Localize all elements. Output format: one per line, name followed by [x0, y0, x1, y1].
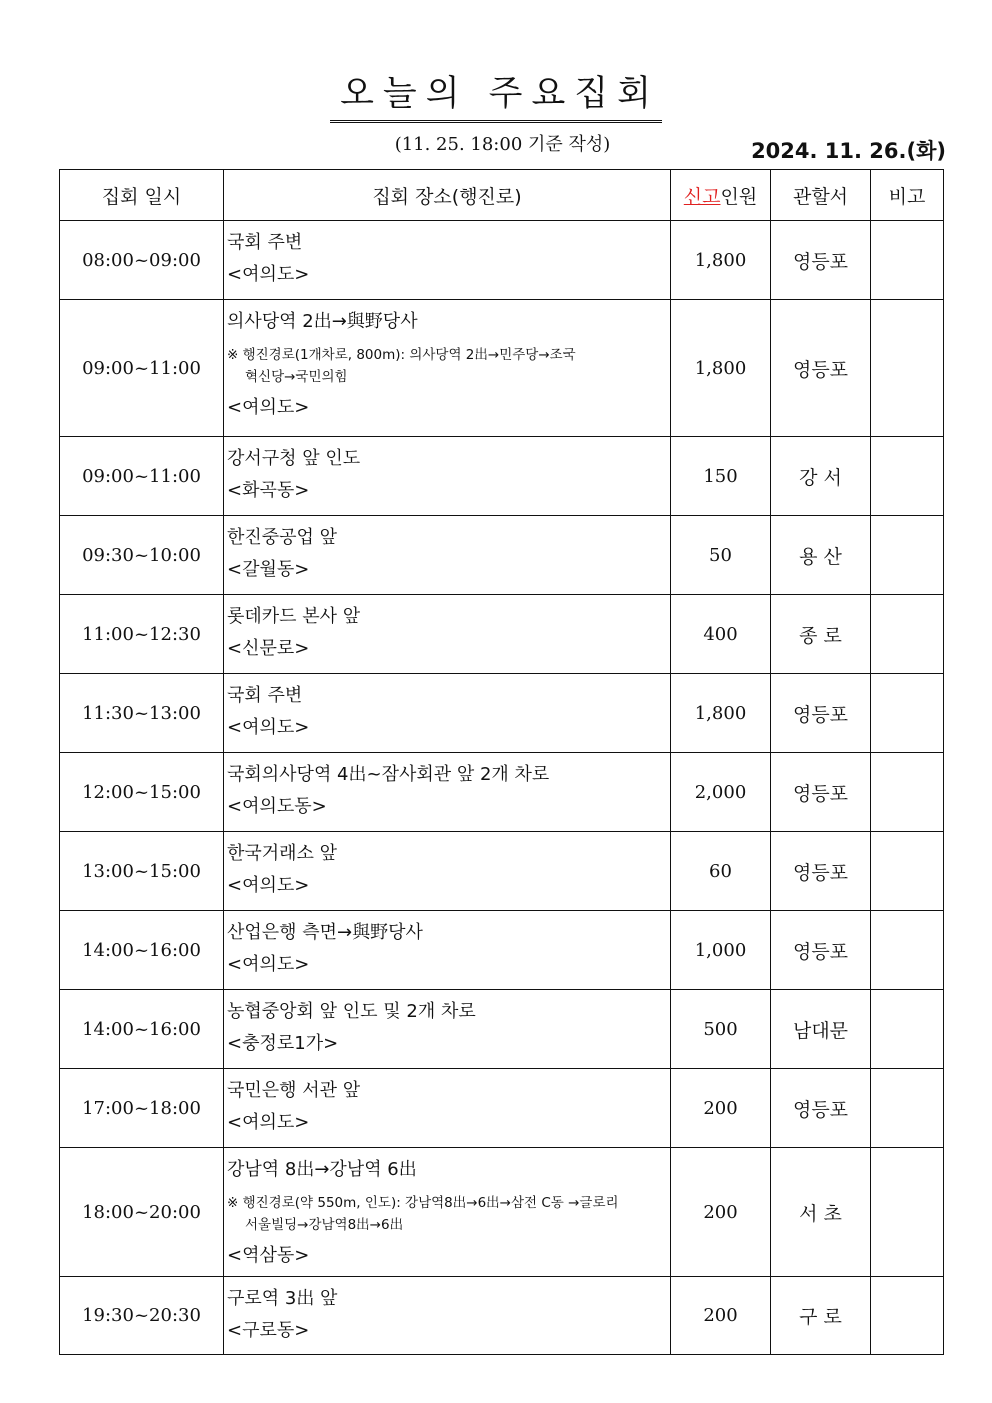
- document-date: 2024. 11. 26.(화): [751, 139, 946, 163]
- place-area: <구로동>: [227, 1320, 310, 1341]
- cell-district: 서 초: [771, 1148, 871, 1277]
- place-area: <충정로1가>: [227, 1033, 339, 1054]
- place-area: <여의도>: [227, 875, 310, 896]
- route-note: [227, 338, 668, 392]
- cell-place: [224, 595, 671, 674]
- cell-time: 08:00~09:00: [60, 221, 224, 300]
- place-name: 강남역 8出→강남역 6出: [227, 1159, 417, 1180]
- cell-remarks: [871, 674, 944, 753]
- table-row: [60, 1277, 944, 1355]
- rally-table: [59, 169, 944, 1355]
- place-name: 한진중공업 앞: [227, 527, 338, 548]
- place-area: <여의도>: [227, 717, 310, 738]
- table-row: [60, 437, 944, 516]
- place-area: <여의도>: [227, 954, 310, 975]
- cell-district: 남대문: [771, 990, 871, 1069]
- cell-count: 50: [671, 516, 771, 595]
- place-name: 국회 주변: [227, 232, 303, 253]
- route-note-line-1: ※ 행진경로(약 550m, 인도): 강남역8出→6出→삼전 C동 →글로리: [227, 1195, 619, 1211]
- route-note-line-2: 혁신당→국민의힘: [245, 369, 348, 385]
- cell-district: 영등포: [771, 221, 871, 300]
- cell-count: 2,000: [671, 753, 771, 832]
- cell-district: 영등포: [771, 911, 871, 990]
- place-area: <화곡동>: [227, 480, 310, 501]
- place-area: <여의도>: [227, 264, 310, 285]
- place-area: <갈월동>: [227, 559, 310, 580]
- cell-time: 19:30~20:30: [60, 1277, 224, 1355]
- place-area: <여의도>: [227, 397, 310, 418]
- cell-time: 09:00~11:00: [60, 437, 224, 516]
- table-header-row: [60, 170, 944, 221]
- route-note: [227, 1186, 668, 1240]
- cell-count: 200: [671, 1069, 771, 1148]
- table-row: [60, 990, 944, 1069]
- cell-remarks: [871, 516, 944, 595]
- place-name: 농협중앙회 앞 인도 및 2개 차로: [227, 1001, 476, 1022]
- place-area: <역삼동>: [227, 1245, 310, 1266]
- cell-place: [224, 221, 671, 300]
- header-time: 집회 일시: [60, 170, 224, 221]
- cell-place: [224, 1277, 671, 1355]
- header-count-rest: 인원: [720, 185, 758, 208]
- table-row: [60, 300, 944, 437]
- cell-time: 13:00~15:00: [60, 832, 224, 911]
- cell-place: [224, 990, 671, 1069]
- table-row: [60, 832, 944, 911]
- table-row: [60, 516, 944, 595]
- header-place: 집회 장소(행진로): [224, 170, 671, 221]
- cell-remarks: [871, 1148, 944, 1277]
- cell-remarks: [871, 595, 944, 674]
- cell-count: 400: [671, 595, 771, 674]
- place-area: <여의도동>: [227, 796, 327, 817]
- cell-time: 14:00~16:00: [60, 990, 224, 1069]
- cell-place: [224, 753, 671, 832]
- cell-time: 12:00~15:00: [60, 753, 224, 832]
- place-name: 의사당역 2出→與野당사: [227, 311, 418, 332]
- cell-place: [224, 1148, 671, 1277]
- cell-place: [224, 300, 671, 437]
- cell-district: 영등포: [771, 832, 871, 911]
- route-note-line-1: ※ 행진경로(1개차로, 800m): 의사당역 2出→민주당→조국: [227, 347, 576, 363]
- place-name: 한국거래소 앞: [227, 843, 338, 864]
- route-note-line-2: 서울빌딩→강남역8出→6出: [245, 1217, 404, 1233]
- table-row: [60, 1148, 944, 1277]
- place-name: 국민은행 서관 앞: [227, 1080, 361, 1101]
- document-subtitle: (11. 25. 18:00 기준 작성): [394, 134, 611, 155]
- cell-count: 150: [671, 437, 771, 516]
- cell-time: 18:00~20:00: [60, 1148, 224, 1277]
- cell-district: 종 로: [771, 595, 871, 674]
- cell-count: 200: [671, 1277, 771, 1355]
- cell-district: 영등포: [771, 753, 871, 832]
- cell-remarks: [871, 437, 944, 516]
- place-name: 국회 주변: [227, 685, 303, 706]
- header-count-red: 신고: [683, 185, 721, 208]
- cell-place: [224, 832, 671, 911]
- cell-district: 용 산: [771, 516, 871, 595]
- place-name: 국회의사당역 4出~잠사회관 앞 2개 차로: [227, 764, 550, 785]
- cell-count: 1,800: [671, 300, 771, 437]
- place-area: <신문로>: [227, 638, 310, 659]
- table-row: [60, 753, 944, 832]
- cell-time: 09:00~11:00: [60, 300, 224, 437]
- table-row: [60, 1069, 944, 1148]
- cell-count: 1,800: [671, 674, 771, 753]
- place-area: <여의도>: [227, 1112, 310, 1133]
- cell-remarks: [871, 1277, 944, 1355]
- cell-place: [224, 911, 671, 990]
- cell-count: 60: [671, 832, 771, 911]
- cell-district: 영등포: [771, 1069, 871, 1148]
- header-district: 관할서: [771, 170, 871, 221]
- cell-place: [224, 1069, 671, 1148]
- cell-time: 14:00~16:00: [60, 911, 224, 990]
- header-count: [671, 170, 771, 221]
- cell-district: 강 서: [771, 437, 871, 516]
- place-name: 강서구청 앞 인도: [227, 448, 361, 469]
- cell-district: 영등포: [771, 674, 871, 753]
- place-name: 산업은행 측면→與野당사: [227, 922, 423, 943]
- document-title: 오늘의 주요집회: [330, 72, 662, 123]
- place-name: 구로역 3出 앞: [227, 1288, 338, 1309]
- table-row: [60, 595, 944, 674]
- cell-count: 500: [671, 990, 771, 1069]
- cell-time: 11:00~12:30: [60, 595, 224, 674]
- document-title-wrap: [0, 72, 992, 123]
- cell-remarks: [871, 1069, 944, 1148]
- cell-time: 17:00~18:00: [60, 1069, 224, 1148]
- cell-district: 구 로: [771, 1277, 871, 1355]
- cell-remarks: [871, 753, 944, 832]
- table-row: [60, 221, 944, 300]
- cell-remarks: [871, 911, 944, 990]
- cell-place: [224, 437, 671, 516]
- cell-remarks: [871, 990, 944, 1069]
- cell-count: 200: [671, 1148, 771, 1277]
- place-name: 롯데카드 본사 앞: [227, 606, 361, 627]
- header-remarks: 비고: [871, 170, 944, 221]
- cell-remarks: [871, 221, 944, 300]
- table-row: [60, 674, 944, 753]
- cell-district: 영등포: [771, 300, 871, 437]
- cell-remarks: [871, 300, 944, 437]
- cell-time: 11:30~13:00: [60, 674, 224, 753]
- cell-place: [224, 516, 671, 595]
- cell-count: 1,800: [671, 221, 771, 300]
- cell-place: [224, 674, 671, 753]
- cell-count: 1,000: [671, 911, 771, 990]
- table-row: [60, 911, 944, 990]
- cell-remarks: [871, 832, 944, 911]
- cell-time: 09:30~10:00: [60, 516, 224, 595]
